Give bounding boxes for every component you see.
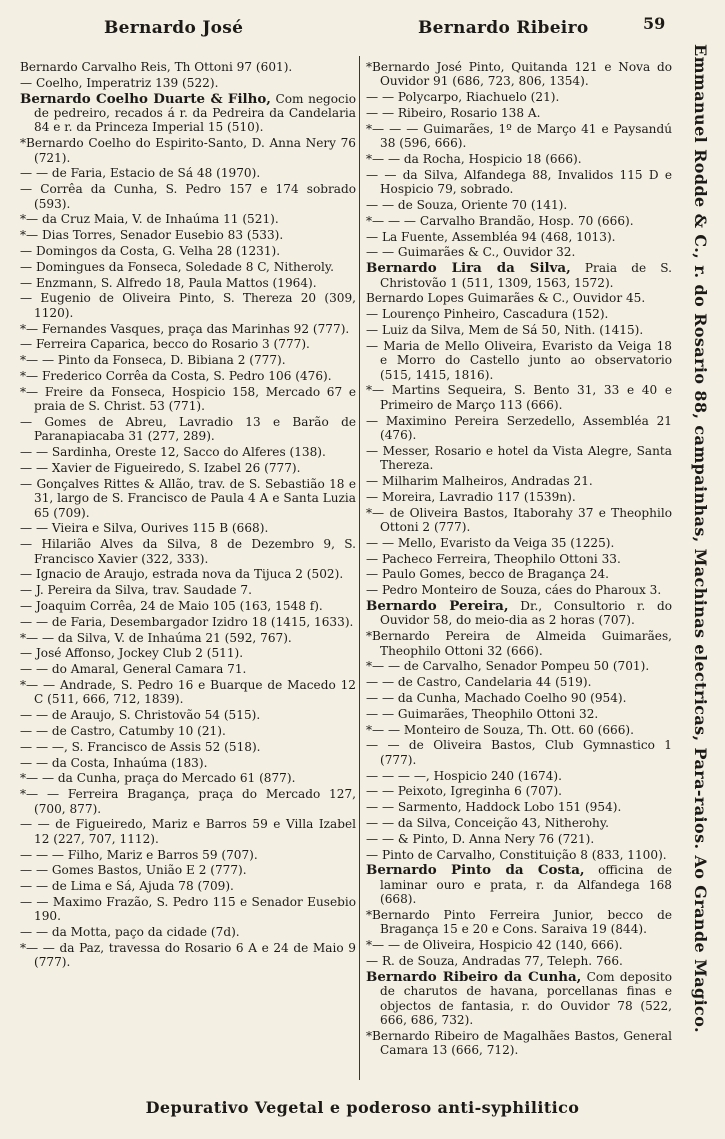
side-advert-text: Emmanuel Rodde & C., r. do Rosario 88, campainhas, Machinas electricas, Para-raios. Ao Grande Magico. (691, 44, 710, 1033)
running-head-right: Bernardo Ribeiro (418, 18, 589, 38)
entry-heading: Bernardo Pinto da Costa, (366, 862, 585, 879)
running-head-left: Bernardo José (104, 18, 244, 38)
directory-entry: *— Dias Torres, Senador Eusebio 83 (533). (20, 228, 284, 243)
directory-entry: — — Maximo Frazão, S. Pedro 115 e Senador Eusebio 190. (20, 894, 356, 924)
directory-entry: *— — Monteiro de Souza, Th. Ott. 60 (666). (366, 722, 634, 737)
directory-entry: — — de Lima e Sá, Ajuda 78 (709). (20, 879, 234, 894)
directory-entry: *— de Oliveira Bastos, Itaborahy 37 e Theophilo Ottoni 2 (777). (366, 505, 672, 534)
directory-entry: — — Gomes Bastos, União E 2 (777). (20, 863, 247, 878)
directory-entry: — — da Silva, Alfandega 88, Invalidos 115 D e Hospicio 79, sobrado. (366, 167, 672, 197)
directory-entry: *— — da Cunha, praça do Mercado 61 (877). (20, 771, 296, 786)
directory-entry: — Maria de Mello Oliveira, Evaristo da Veiga 18 e Morro do Castello junto ao observatorio (515, 1415, 1816). (366, 338, 672, 382)
directory-entry: — — Guimarães, Theophilo Ottoni 32. (366, 706, 599, 721)
directory-entry: — La Fuente, Assembléa 94 (468, 1013). (366, 229, 616, 244)
directory-entry: — — Mello, Evaristo da Veiga 35 (1225). (366, 535, 615, 550)
directory-entry: — Luiz da Silva, Mem de Sá 50, Nith. (1415). (366, 322, 644, 337)
right-column (366, 60, 672, 1080)
directory-entry: Bernardo Pinto da Costa, officina de laminar ouro e prata, r. da Alfandega 168 (668). (366, 862, 672, 907)
directory-entry: *— — de Oliveira, Hospicio 42 (140, 666). (366, 938, 623, 953)
directory-entry: — Lourenço Pinheiro, Cascadura (152). (366, 307, 609, 322)
directory-entry: *Bernardo Pinto Ferreira Junior, becco de Bragança 15 e 20 e Cons. Saraiva 19 (844). (366, 907, 672, 937)
directory-entry: — — de Araujo, S. Christovão 54 (515). (20, 708, 261, 723)
page-number: 59 (643, 14, 666, 33)
directory-entry: — Milharim Malheiros, Andradas 21. (366, 474, 593, 488)
directory-entry: — — Vieira e Silva, Ourives 115 B (668). (20, 521, 269, 536)
directory-entry: — Domingues da Fonseca, Soledade 8 C, Nitheroly. (20, 259, 334, 274)
directory-entry: *— Fernandes Vasques, praça das Marinhas 92 (777). (20, 321, 350, 336)
directory-entry: — Moreira, Lavradio 117 (1539n). (366, 489, 576, 504)
entry-heading: Bernardo Ribeiro da Cunha, (366, 968, 582, 985)
directory-entry: — — de Figueiredo, Mariz e Barros 59 e Villa Izabel 12 (227, 707, 1112). (20, 817, 356, 846)
directory-entry: — — da Costa, Inhaúma (183). (20, 755, 208, 770)
directory-entry: — — Ribeiro, Rosario 138 A. (366, 106, 541, 120)
directory-entry: *— Martins Sequeira, S. Bento 31, 33 e 40 e Primeiro de Março 113 (666). (366, 383, 672, 412)
directory-entry: Bernardo Coelho Duarte & Filho, Com negocio de pedreiro, recados á r. da Pedreira da Candelaria 84 e r. da Princeza Imperial 15 (510). (20, 90, 356, 135)
directory-entry: — Pacheco Ferreira, Theophilo Ottoni 33. (366, 551, 621, 566)
directory-entry: — — — —, Hospicio 240 (1674). (366, 768, 562, 783)
directory-entry: — Gonçalves Rittes & Allão, trav. de S. Sebastião 18 e 31, largo de S. Francisco de Paula 4 A e Santa Luzia 65 (709). (20, 476, 356, 520)
side-advert (680, 44, 720, 1084)
directory-entry: — — Polycarpo, Riachuelo (21). (366, 90, 560, 105)
directory-entry: — — de Faria, Estacio de Sá 48 (1970). (20, 166, 261, 181)
directory-entry: — Coelho, Imperatriz 139 (522). (20, 75, 219, 90)
directory-entry: — Ignacio de Araujo, estrada nova da Tijuca 2 (502). (20, 567, 344, 582)
directory-entry: — Domingos da Costa, G. Velha 28 (1231). (20, 244, 281, 258)
directory-entry: — Messer, Rosario e hotel da Vista Alegre, Santa Thereza. (366, 443, 672, 473)
directory-entry: — Ferreira Caparica, becco do Rosario 3 (777). (20, 337, 310, 352)
directory-entry: — — Sardinha, Oreste 12, Sacco do Alferes (138). (20, 445, 326, 460)
directory-entry: *Bernardo Coelho do Espirito-Santo, D. Anna Nery 76 (721). (20, 136, 356, 165)
directory-entry: — — de Oliveira Bastos, Club Gymnastico 1 (777). (366, 738, 672, 767)
directory-entry: — — da Silva, Conceição 43, Nitherohy. (366, 815, 609, 830)
directory-entry: — Enzmann, S. Alfredo 18, Paula Mattos (1964). (20, 275, 317, 290)
directory-entry: Bernardo Carvalho Reis, Th Ottoni 97 (601). (20, 60, 293, 74)
directory-entry: — — — Filho, Mariz e Barros 59 (707). (20, 847, 258, 862)
directory-entry: *— — Pinto da Fonseca, D. Bibiana 2 (777). (20, 353, 286, 368)
directory-entry: *— — da Paz, travessa do Rosario 6 A e 24 de Maio 9 (777). (20, 940, 356, 970)
directory-entry: — R. de Souza, Andradas 77, Teleph. 766. (366, 953, 623, 968)
directory-entry: *Bernardo Ribeiro de Magalhães Bastos, General Camara 13 (666, 712). (366, 1028, 672, 1058)
column-divider (359, 56, 360, 1080)
directory-entry: — Paulo Gomes, becco de Bragança 24. (366, 567, 609, 582)
directory-entry: — Hilarião Alves da Silva, 8 de Dezembro 9, S. Francisco Xavier (322, 333). (20, 537, 356, 566)
directory-entry: *— — — Carvalho Brandão, Hosp. 70 (666). (366, 213, 634, 228)
directory-entry: Bernardo Lopes Guimarães & C., Ouvidor 45. (366, 291, 646, 306)
directory-entry: *— Frederico Corrêa da Costa, S. Pedro 106 (476). (20, 368, 332, 383)
directory-entry: *— — — Guimarães, 1º de Março 41 e Paysandú 38 (596, 666). (366, 121, 672, 151)
directory-entry: — — de Castro, Catumby 10 (21). (20, 723, 226, 738)
directory-entry: *Bernardo José Pinto, Quitanda 121 e Nova do Ouvidor 91 (686, 723, 806, 1354). (366, 60, 672, 89)
directory-entry: — Maximino Pereira Serzedello, Assembléa 21 (476). (366, 413, 672, 442)
directory-entry: — — da Motta, paço da cidade (7d). (20, 925, 240, 940)
directory-entry: — — Guimarães & C., Ouvidor 32. (366, 245, 576, 260)
directory-entry: — — de Faria, Desembargador Izidro 18 (1415, 1633). (20, 614, 354, 629)
directory-entry: *— — da Rocha, Hospicio 18 (666). (366, 152, 582, 166)
directory-entry: — Pedro Monteiro de Souza, cáes do Pharoux 3. (366, 583, 662, 598)
directory-entry: — — de Souza, Oriente 70 (141). (366, 198, 568, 212)
directory-entry: — — do Amaral, General Camara 71. (20, 662, 247, 677)
left-column (20, 60, 356, 1080)
directory-entry: *Bernardo Pereira de Almeida Guimarães, Theophilo Ottoni 32 (666). (366, 629, 672, 658)
entry-heading: Bernardo Coelho Duarte & Filho, (20, 90, 271, 107)
directory-entry: — — —, S. Francisco de Assis 52 (518). (20, 739, 261, 754)
directory-entry: — — & Pinto, D. Anna Nery 76 (721). (366, 831, 595, 846)
directory-entry: *— — Ferreira Bragança, praça do Mercado 127, (700, 877). (20, 787, 356, 816)
directory-entry: *— — de Carvalho, Senador Pompeu 50 (701). (366, 659, 650, 674)
page-header (0, 10, 725, 44)
directory-entry: *— Freire da Fonseca, Hospicio 158, Mercado 67 e praia de S. Christ. 53 (771). (20, 384, 356, 414)
directory-entry: — — Xavier de Figueiredo, S. Izabel 26 (777). (20, 460, 301, 475)
directory-entry: *— da Cruz Maia, V. de Inhaúma 11 (521). (20, 212, 279, 227)
directory-entry: — — Peixoto, Igreginha 6 (707). (366, 784, 563, 799)
entry-heading: Bernardo Pereira, (366, 597, 509, 614)
directory-entry: — Joaquim Corrêa, 24 de Maio 105 (163, 1548 f). (20, 598, 323, 613)
directory-entry: — — da Cunha, Machado Coelho 90 (954). (366, 690, 627, 705)
directory-entry: — J. Pereira da Silva, trav. Saudade 7. (20, 583, 252, 598)
directory-entry: — — de Castro, Candelaria 44 (519). (366, 675, 592, 690)
directory-entry: Bernardo Ribeiro da Cunha, Com deposito de charutos de havana, porcellanas finas e objectos de fantasia, r. do Ouvidor 78 (522, 666, 686, 732). (366, 968, 672, 1027)
directory-entry: — Eugenio de Oliveira Pinto, S. Thereza 20 (309, 1120). (20, 291, 356, 320)
directory-entry: *— — Andrade, S. Pedro 16 e Buarque de Macedo 12 C (511, 666, 712, 1839). (20, 677, 356, 707)
directory-entry: — Corrêa da Cunha, S. Pedro 157 e 174 sobrado (593). (20, 182, 356, 211)
page-footer-advert: Depurativo Vegetal e poderoso anti-syphilitico (145, 1098, 580, 1117)
directory-entry: Bernardo Lira da Silva, Praia de S. Christovão 1 (511, 1309, 1563, 1572). (366, 260, 672, 290)
directory-entry: — Gomes de Abreu, Lavradio 13 e Barão de Paranapiacaba 31 (277, 289). (20, 414, 356, 444)
entry-heading: Bernardo Lira da Silva, (366, 260, 571, 277)
directory-entry: Bernardo Pereira, Dr., Consultorio r. do Ouvidor 58, do meio-dia as 2 horas (707). (366, 597, 672, 628)
directory-entry: — José Affonso, Jockey Club 2 (511). (20, 646, 244, 661)
directory-entry: *— — da Silva, V. de Inhaúma 21 (592, 767). (20, 630, 292, 645)
directory-entry: — Pinto de Carvalho, Constituição 8 (833, 1100). (366, 847, 667, 862)
directory-entry: — — Sarmento, Haddock Lobo 151 (954). (366, 800, 622, 815)
